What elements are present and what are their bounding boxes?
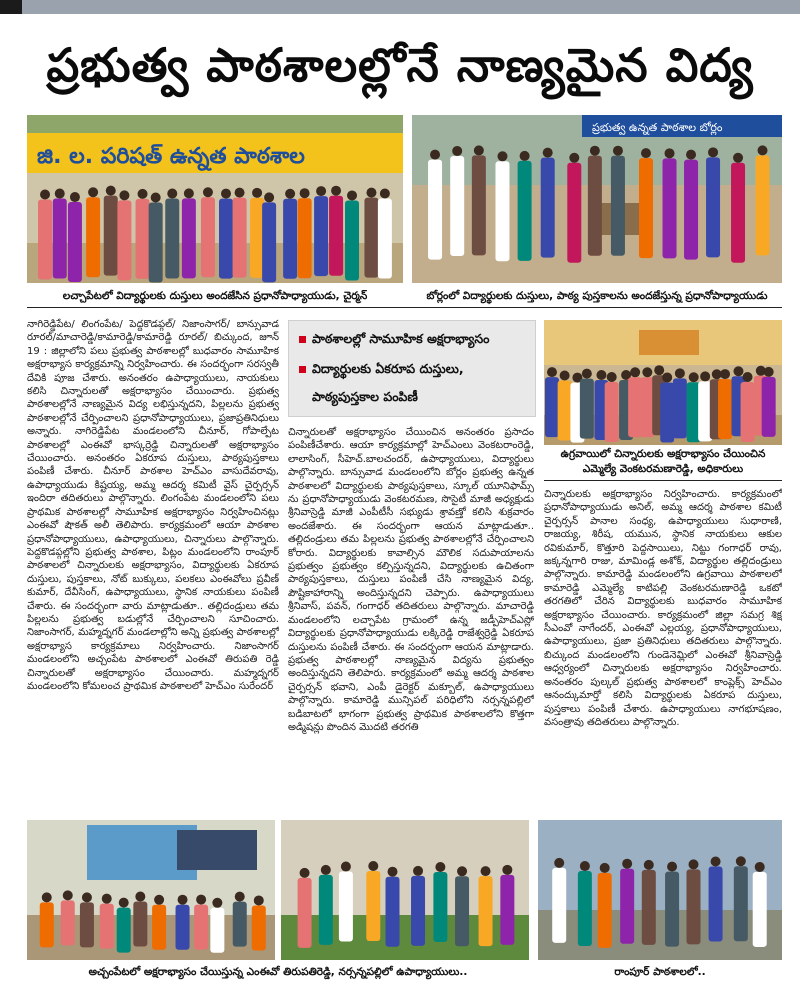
column-1-text: నాగిరెడ్డిపేట/ లింగంపేట/ పెద్దకొడప్గల్/ నిజాంసాగర్/ బాన్సువాడ రూరల్/మాచారెడ్డి/కామారెడ్డి/కామారెడ్డి రూరల్/ బిచ్కుంద, జూన్ 19 : జిల్లాలోని పలు ప్రభుత్వ పాఠశాలల్లో బుధవారం సామూహిక అక్షరాభ్యాస కార్యక్రమాన్ని నిర్వహించారు. ఈ సందర్భంగా సరస్వతీ దేవికి పూజ చేశారు. అనంతరం ఉపాధ్యాయులు, నాయకులు కలిసి చిన్నారులతో అక్షరాభ్యాసం చేయించారు. ప్రభుత్వ పాఠశాలల్లోనే నాణ్యమైన విద్య లభిస్తున్నదని, పిల్లలను ప్రభుత్వ పాఠశాలల్లోనే చేర్పించాలని ప్రధానోపాధ్యాయులు, ప్రజాప్రతినిధులు అన్నారు. నాగిరెడ్డిపేట మండలంలోని చీనూర్, గోపాల్పేట పాఠశాలల్లో ఎంఈవో భాస్కర్రెడ్డి చిన్నారులతో అక్షరాభ్యాసం చేయించారు. అనంతరం ఏకరూప దుస్తులు, పాఠ్యపుస్తకాలు పంపిణీ చేశారు. చీనూర్ పాఠశాల హెచ్ఎం వాసుదేవరావు, ఉపాధ్యాయుడు కిష్టయ్య, అమ్మ ఆదర్శ కమిటీ వైస్ చైర్పర్సన్ ఇందిరా తదితరులు పాల్గొన్నారు. లింగంపేట మండలంలోని పలు ప్రాథమిక పాఠశాలల్లో సామూహిక అక్షరాభ్యాసం నిర్వహించినట్లు ఎంఈవో షౌకత్ అలీ తెలిపారు. కార్యక్రమంలో ఆయా పాఠశాల ప్రధానోపాధ్యాయులు, ఉపాధ్యాయులు, చిన్నారులు పాల్గొన్నారు. పెద్దకొడప్గల్లోని ప్రభుత్వ పాఠశాల, పిట్లం మండలంలోని రాంపూర్ పాఠశాలలో చిన్నారులకు అక్షరాభ్యాసం, విద్యార్థులకు ఏకరూప దుస్తులు, పుస్తకాలు, నోట్ బుక్కులు, పలకలు ఎంఈవోలు ప్రవీణ్ కుమార్, దేవీసింగ్, ఉపాధ్యాయులు, స్థానిక నాయకులు పంపిణీ చేశారు. ఈ సందర్భంగా వారు మాట్లాడుతూ.. తల్లిదండ్రులు తమ పిల్లలను ప్రభుత్వ బడుల్లోనే చేర్పించాలని సూచించారు. నిజాంసాగర్, మహ్మద్నగర్ మండలాల్లోని అన్ని ప్రభుత్వ పాఠశాలల్లో అక్షరాభ్యాస కార్యక్రమాలు నిర్వహించారు. నిజాంసాగర్ మండలంలోని అచ్చంపేట పాఠశాలలో ఎంఈవో తిరుపతి రెడ్డి చిన్నారులతో అక్షరాభ్యాసం చేయించారు. మహ్మద్నగర్ మండలంలోని కోమలంచ ప్రాథమిక పాఠశాలలో హెచ్ఎం సురేందర్ — [27, 319, 279, 692]
person-figure — [673, 378, 687, 438]
column-2-text: చిన్నారులతో అక్షరాభ్యాసం చేయించిన అనంతరం ప్రసాదం పంపిణీచేశారు. ఆయా కార్యక్రమాల్లో హెచ్ఎంలు వెంకటరాంరెడ్డి, లాలాసింగ్, సీహెచ్.బాలచందర్, ఉపాధ్యాయులు, విద్యార్థులు పాల్గొన్నారు. బాన్సువాడ మండలంలోని బోర్లం ప్రభుత్వ ఉన్నత పాఠశాలలో విద్యార్థులకు పాఠ్యపుస్తకాలు, స్కూల్ యూనిఫామ్స్ ను ప్రధానోపాధ్యాయుడు వెంకటరమణ, సొసైటీ మాజీ అధ్యక్షుడు శ్రీనివాస్రెడ్డి మాజీ ఎంపీటీసీ సభ్యుడు శ్రావణ్తో కలిసి శుక్రవారం అందజేశారు. ఈ సందర్భంగా ఆయన మాట్లాడుతూ.. తల్లిదండ్రులు తమ పిల్లలను ప్రభుత్వ పాఠశాలల్లోనే చేర్పించాలని కోరారు. విద్యార్థులకు కావాల్సిన మౌలిక సదుపాయాలను ప్రభుత్వం ప్రభుత్వం కల్పిస్తున్నదని, విద్యార్థులకు ఉచితంగా పాఠ్యపుస్తకాలు, దుస్తులు పంపిణీ చేసి నాణ్యమైన విద్య, పౌష్టికాహారాన్ని అందిస్తున్నదని చెప్పారు. ఉపాధ్యాయులు శ్రీనివాస్, పవన్, గంగాధర్ తదితరులు పాల్గొన్నారు. మాచారెడ్డి మండలంలోని లచ్చాపేట గ్రామంలో ఉన్న జడ్పీహెచ్ఎస్లో విద్యార్థులకు ప్రధానోపాధ్యాయుడు లక్కిరెడ్డి రాజేశ్వర్రెడ్డి ఏకరూప దుస్తులను పంపిణీ చేశారు. ఈ సందర్భంగా ఆయన మాట్లాడారు. ప్రభుత్వ పాఠశాలల్లో నాణ్యమైన విద్యను ప్రభుత్వం అందిస్తున్నదని తెలిపారు. కార్యక్రమంలో అమ్మ ఆదర్శ పాఠశాల చైర్పర్సన్ భవాని, ఎంపీ డైరెక్టర్ మక్బూల్, ఉపాధ్యాయులు పాల్గొన్నారు. కామారెడ్డి మున్సిపల్ పరిధిలోని నర్సన్నపల్లిలో బడిబాటలో భాగంగా ప్రభుత్వ ప్రాథమిక పాఠశాలలోని కొత్తగా అడ్మిషన్లు పొందిన మొదటి తరగతి — [288, 427, 534, 733]
person-figure — [40, 902, 54, 947]
person-head — [321, 865, 331, 875]
person-figure — [628, 377, 642, 437]
person-head — [184, 188, 194, 198]
headline: ప్రభుత్వ పాఠశాలల్లోనే నాణ్యమైన విద్య — [46, 38, 754, 92]
person-figure — [201, 197, 215, 277]
person-head — [474, 145, 484, 155]
person-figure — [219, 199, 233, 279]
person-figure — [165, 199, 179, 279]
person-head — [758, 145, 768, 155]
person-head — [755, 862, 765, 872]
person-head — [106, 186, 116, 196]
person-head — [42, 892, 52, 902]
person-head — [736, 856, 746, 866]
person-figure — [152, 905, 166, 950]
photo-lachapeta — [27, 115, 403, 283]
person-head — [316, 186, 326, 196]
person-figure — [718, 379, 732, 439]
photo-borlam — [412, 115, 782, 283]
person-figure — [762, 377, 776, 437]
photo-ugravai-caption-2: ఎమ్మెల్యే వెంకటరమణారెడ్డి, అధికారులు — [582, 463, 744, 475]
person-head — [135, 892, 145, 902]
person-head — [667, 862, 677, 872]
person-figure — [314, 196, 328, 276]
photo-borlam-caption: బోర్లంలో విద్యార్థులకు దుస్తులు, పాఠ్య పుస్తకాలను అందజేస్తున్న ప్రధానోపాధ్యాయుడు — [426, 290, 768, 302]
person-figure — [500, 875, 514, 945]
person-figure — [61, 900, 75, 945]
person-head — [689, 372, 699, 382]
person-head — [662, 372, 672, 382]
photo-ugravai-caption-1: ఉగ్రవాయిలో చిన్నారులకు అక్షరాభ్యాసం చేయించిన — [560, 448, 766, 460]
person-figure — [580, 379, 594, 439]
person-head — [347, 190, 357, 200]
person-head — [254, 895, 264, 905]
pullquote-box — [288, 320, 536, 417]
person-head — [711, 856, 721, 866]
divider-top — [27, 307, 782, 308]
person-head — [119, 898, 129, 908]
article-column-2 — [288, 426, 534, 818]
photo-achampeta — [27, 820, 275, 960]
person-head — [435, 862, 445, 872]
person-head — [613, 146, 623, 156]
person-figure — [252, 905, 266, 950]
person-figure — [182, 198, 196, 278]
photo-borlam-banner: ప్రభుత్వ ఉన్నత పాఠశాల బోర్లం — [592, 121, 723, 134]
person-head — [235, 188, 245, 198]
person-head — [331, 186, 341, 196]
person-figure — [86, 197, 100, 277]
person-figure — [428, 160, 442, 260]
bottom-left-caption: అచ్చంపేటలో అక్షరాభ్యాసం చేయిస్తున్న ఎంఈవో తిరుపతిరెడ్డి, నర్సన్నపల్లిలో ఉపాధ్యాయులు.. — [88, 966, 468, 978]
person-head — [607, 372, 617, 382]
person-figure — [450, 156, 464, 256]
person-head — [252, 188, 262, 198]
person-figure — [262, 202, 276, 282]
person-head — [622, 859, 632, 869]
person-head — [700, 371, 710, 381]
article-column-1 — [27, 318, 279, 818]
person-head — [203, 187, 213, 197]
person-figure — [411, 876, 425, 946]
person-figure — [136, 199, 150, 279]
person-figure — [753, 872, 767, 947]
person-head — [686, 150, 696, 160]
person-head — [119, 190, 129, 200]
person-figure — [364, 198, 378, 278]
person-figure — [298, 198, 312, 278]
person-head — [543, 148, 553, 158]
person-head — [167, 189, 177, 199]
person-figure — [495, 161, 509, 261]
photo-lachapeta-caption: లచ్చాపేటలో విద్యార్థులకు దుస్తులు అందజేసిన ప్రధానోపాధ్యాయుడు, చైర్మన్ — [62, 290, 368, 302]
person-figure — [741, 382, 755, 442]
person-head — [102, 894, 112, 904]
bullet-icon — [299, 366, 306, 373]
photo-lachapeta-banner: జి. ల. పరిషత్ ఉన్నత పాఠశాల — [37, 144, 305, 169]
top-bar — [0, 0, 800, 14]
person-head — [138, 189, 148, 199]
person-figure — [117, 200, 131, 280]
divider-col3 — [544, 480, 782, 481]
person-head — [264, 192, 274, 202]
person-figure — [100, 904, 114, 949]
person-head — [644, 860, 654, 870]
person-head — [55, 189, 65, 199]
person-figure — [68, 202, 82, 282]
person-figure — [639, 158, 653, 258]
person-head — [733, 366, 743, 376]
person-figure — [53, 199, 67, 279]
bullet-icon — [299, 336, 306, 343]
person-head — [665, 148, 675, 158]
person-figure — [176, 905, 190, 950]
person-figure — [588, 156, 602, 256]
person-figure — [605, 382, 619, 442]
person-head — [63, 890, 73, 900]
person-head — [554, 858, 564, 868]
person-figure — [541, 158, 555, 258]
person-figure — [38, 199, 52, 279]
person-figure — [756, 155, 770, 255]
person-figure — [472, 155, 486, 255]
person-figure — [283, 199, 297, 279]
person-head — [600, 863, 610, 873]
person-figure — [567, 163, 581, 263]
person-figure — [706, 157, 720, 257]
person-head — [300, 188, 310, 198]
person-figure — [731, 163, 745, 263]
person-head — [547, 367, 557, 377]
person-head — [388, 867, 398, 877]
person-figure — [578, 871, 592, 946]
photo-narsannapalli — [281, 820, 529, 960]
person-figure — [642, 870, 656, 945]
person-figure — [298, 878, 312, 948]
person-figure — [518, 161, 532, 261]
person-figure — [80, 902, 94, 947]
person-head — [300, 868, 310, 878]
person-head — [40, 189, 50, 199]
person-head — [630, 367, 640, 377]
person-figure — [734, 866, 748, 941]
person-head — [196, 895, 206, 905]
person-head — [582, 369, 592, 379]
person-head — [70, 192, 80, 202]
person-head — [88, 187, 98, 197]
person-figure — [149, 203, 163, 283]
person-head — [520, 151, 530, 161]
person-figure — [687, 869, 701, 944]
person-head — [689, 859, 699, 869]
person-head — [708, 147, 718, 157]
person-figure — [233, 902, 247, 947]
person-figure — [665, 872, 679, 947]
person-head — [641, 148, 651, 158]
person-figure — [104, 196, 118, 276]
person-head — [654, 365, 664, 375]
person-head — [366, 188, 376, 198]
person-head — [764, 367, 774, 377]
person-figure — [433, 872, 447, 942]
person-figure — [598, 873, 612, 948]
person-figure — [194, 905, 208, 950]
person-head — [675, 368, 685, 378]
person-head — [235, 892, 245, 902]
person-head — [743, 372, 753, 382]
person-figure — [709, 866, 723, 941]
person-figure — [611, 156, 625, 256]
person-figure — [552, 868, 566, 943]
person-head — [590, 146, 600, 156]
person-figure — [233, 198, 247, 278]
pullquote-item-1: పాఠశాలల్లో సామూహిక అక్షరాభ్యాసం — [299, 331, 489, 350]
person-figure — [339, 872, 353, 942]
person-figure — [210, 908, 224, 953]
photo-ugravai — [544, 320, 782, 445]
person-head — [380, 189, 390, 199]
person-head — [502, 865, 512, 875]
pullquote-item-2: విద్యార్థులకు ఏకరూప దుస్తులు, — [299, 361, 464, 380]
person-head — [212, 898, 222, 908]
person-head — [497, 151, 507, 161]
column-3-text: చిన్నారులకు అక్షరాభ్యాసం నిర్వహించారు. కార్యక్రమంలో ప్రధానోపాధ్యాయుడు అనిల్, అమ్మ ఆదర్శ పాఠశాల కమిటీ చైర్పర్సన్ పానాల సంధ్య, ఉపాధ్యాయులు సుధారాణి, రాజయ్య, శిరీష, యమున, స్థానిక నాయకులు ఆకుల రవికుమార్, కొత్తూరి పెద్దసాయిలు, నిట్టు గంగాధర్ రావు, జక్కన్నగారి రాజు, మామిండ్ల అశోక్, విద్యార్థుల తల్లిదండ్రులు పాల్గొన్నారు. కామారెడ్డి మండలంలోని ఉగ్రవాయి పాఠశాలలో కామారెడ్డి ఎమ్మెల్యే కాటిపల్లి వెంకటరమణారెడ్డి ఒకటో తరగతిలో చేరిన విద్యార్థులకు బుధవారం సామూహిక అక్షరాభ్యాసం చేయించారు. కార్యక్రమంలో జిల్లా సమగ్ర శిక్ష సీఎంవో నాగేందర్, ఎంఈవో ఎల్లయ్య, ప్రధానోపాధ్యాయులు, ఉపాధ్యాయులు, ప్రజా ప్రతినిధులు తదితరులు పాల్గొన్నారు. బిచ్కుంద మండలంలోని గుండెనెమ్లిలో ఎంఈవో శ్రీనివాస్రెడ్డి ఆధ్వర్యంలో చిన్నారులకు అక్షరాభ్యాసం నిర్వహించారు. అనంతరం పుల్కల్ ప్రభుత్వ పాఠశాలలో కాంప్లెక్స్ హెచ్ఎం ఆనంద్కుమార్తో కలిసి విద్యార్థులకు ఏకరూప దుస్తులు, పుస్తకాలు పంపిణీ చేశారు. ఉపాధ్యాయులు నాగభూషణం, వసంత్రావు తదితరులు పాల్గొన్నారు. — [544, 489, 782, 728]
person-figure — [660, 382, 674, 442]
person-figure — [545, 377, 559, 437]
photo-rampur — [538, 820, 782, 960]
person-head — [452, 146, 462, 156]
person-figure — [366, 871, 380, 941]
person-head — [285, 189, 295, 199]
person-figure — [378, 199, 392, 279]
person-figure — [558, 381, 572, 441]
article-column-3 — [544, 488, 782, 818]
person-figure — [250, 198, 264, 278]
person-head — [642, 367, 652, 377]
person-figure — [620, 869, 634, 944]
person-head — [596, 370, 606, 380]
person-head — [733, 153, 743, 163]
person-head — [341, 862, 351, 872]
person-figure — [345, 200, 359, 280]
person-figure — [479, 876, 493, 946]
person-head — [430, 150, 440, 160]
person-head — [413, 866, 423, 876]
person-figure — [455, 876, 469, 946]
person-figure — [663, 158, 677, 258]
person-figure — [329, 196, 343, 276]
person-figure — [386, 877, 400, 947]
person-head — [82, 892, 92, 902]
person-head — [178, 895, 188, 905]
person-head — [457, 866, 467, 876]
person-figure — [319, 875, 333, 945]
person-head — [221, 189, 231, 199]
top-bar-tab — [0, 0, 22, 14]
person-head — [569, 153, 579, 163]
person-head — [580, 861, 590, 871]
person-head — [151, 193, 161, 203]
person-figure — [117, 908, 131, 953]
person-head — [481, 866, 491, 876]
person-figure — [133, 902, 147, 947]
person-figure — [684, 160, 698, 260]
person-head — [368, 861, 378, 871]
pullquote-item-3: పాఠ్యపుస్తకాల పంపిణీ — [312, 389, 418, 404]
person-head — [154, 895, 164, 905]
person-head — [720, 369, 730, 379]
person-head — [560, 371, 570, 381]
bottom-right-caption: రాంపూర్ పాఠశాలలో.. — [614, 966, 706, 978]
